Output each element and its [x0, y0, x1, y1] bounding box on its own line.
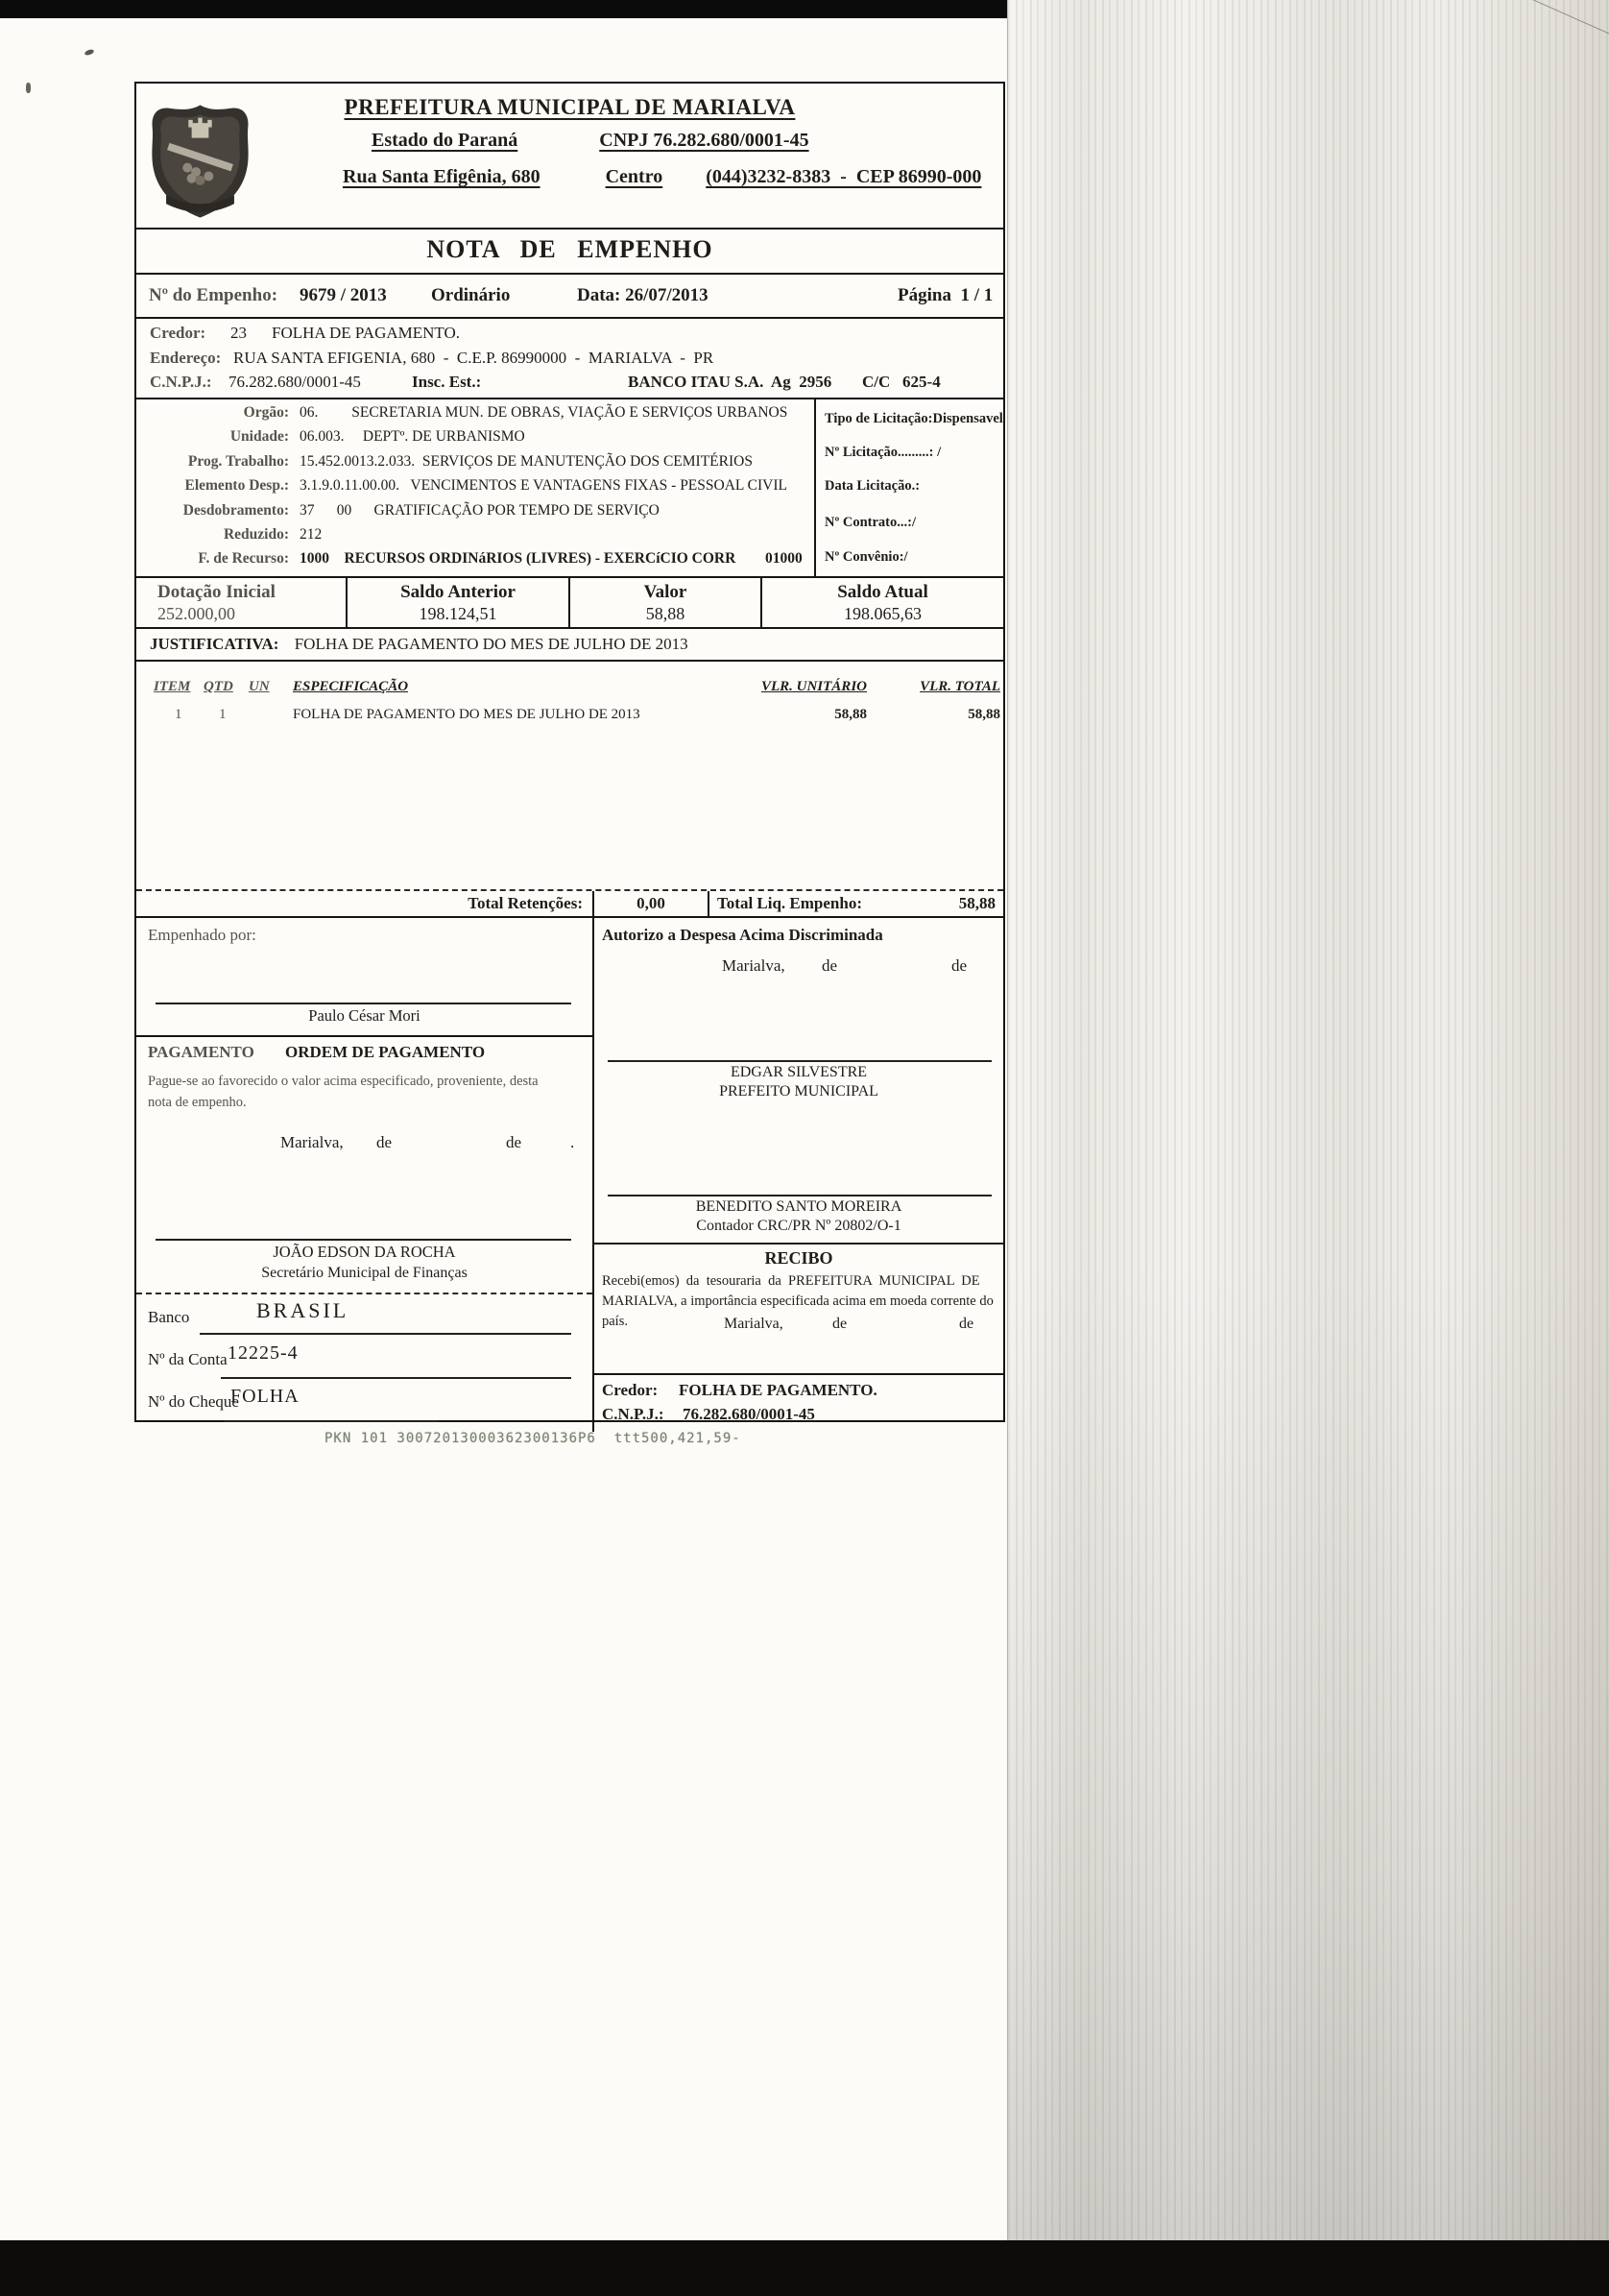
- total-liquido-value: 58,88: [958, 894, 996, 912]
- pagamento-title: PAGAMENTO: [148, 1043, 254, 1061]
- saldo-anterior-cell: [346, 578, 568, 627]
- signature-line: [156, 1003, 571, 1004]
- item-row-qtd: 1: [219, 707, 227, 722]
- unidade-value: 06.003. DEPTº. DE URBANISMO: [300, 428, 525, 446]
- creditor-address-label: Endereço:: [150, 349, 222, 367]
- items-header-especificacao: ESPECIFICAÇÃO: [293, 679, 409, 694]
- org-district: Centro: [605, 166, 663, 187]
- city-date-de: de: [832, 1316, 848, 1332]
- header-text-block: [136, 95, 1003, 188]
- printer-control-code: PKN 101 30072013000362300136P6 ttt500,421,59-: [324, 1431, 741, 1446]
- creditor-section: [136, 317, 1003, 398]
- justification-section: [136, 627, 1003, 660]
- city-date-period: .: [570, 1133, 575, 1151]
- org-address: Rua Santa Efigênia, 680: [343, 166, 540, 187]
- dotacao-inicial-label: Dotação Inicial: [157, 582, 276, 602]
- item-row-especificacao: FOLHA DE PAGAMENTO DO MES DE JULHO DE 2013: [293, 707, 640, 722]
- bank-details-box: [136, 1293, 592, 1432]
- recibo-cnpj-value: 76.282.680/0001-45: [683, 1405, 815, 1423]
- desdobramento-value: 37 00 GRATIFICAÇÃO POR TEMPO DE SERVIÇO: [300, 501, 660, 519]
- desdobramento-label: Desdobramento:: [182, 501, 289, 519]
- empenho-number-value: 9679 / 2013: [300, 285, 387, 305]
- prog-trabalho-value: 15.452.0013.2.033. SERVIÇOS DE MANUTENÇÃO DOS CEMITÉRIOS: [300, 452, 753, 470]
- ordem-pagamento-box: [136, 1035, 592, 1293]
- banco-underline: [200, 1333, 571, 1335]
- contador-signature-name: BENEDITO SANTO MOREIRA: [695, 1198, 902, 1215]
- ordem-pagamento-text-line: nota de empenho.: [148, 1094, 247, 1110]
- document-title: NOTA DE EMPENHO: [426, 235, 713, 263]
- fonte-recurso-label: F. de Recurso:: [198, 550, 289, 568]
- state-registration-label: Insc. Est.:: [412, 373, 482, 391]
- scan-artifact-right-edge: [1007, 0, 1609, 2296]
- cheque-underline: [225, 1420, 439, 1422]
- creditor-name: FOLHA DE PAGAMENTO.: [272, 324, 460, 342]
- signature-line: [608, 1195, 992, 1196]
- saldo-atual-value: 198.065,63: [844, 603, 922, 623]
- creditor-cnpj-label: C.N.P.J.:: [150, 373, 212, 391]
- orgao-value: 06. SECRETARIA MUN. DE OBRAS, VIAÇÃO E SERVIÇOS URBANOS: [300, 404, 788, 421]
- valor-value: 58,88: [645, 603, 685, 623]
- saldo-atual-label: Saldo Atual: [837, 582, 928, 602]
- empenho-info-row: [136, 273, 1003, 317]
- licitacao-tipo: Tipo de Licitação:Dispensavel: [825, 411, 1003, 426]
- justification-label: JUSTIFICATIVA:: [150, 635, 279, 653]
- recibo-text-line: Recebi(emos) da tesouraria da PREFEITURA MUNICIPAL DE: [602, 1273, 980, 1289]
- recibo-divider: [594, 1373, 1003, 1375]
- contrato-numero: Nº Contrato...:/: [825, 515, 916, 530]
- convenio-numero: Nº Convênio:/: [825, 549, 908, 565]
- elemento-desp-value: 3.1.9.0.11.00.00. VENCIMENTOS E VANTAGENS FIXAS - PESSOAL CIVIL: [300, 477, 787, 495]
- reduzido-label: Reduzido:: [223, 525, 289, 543]
- city-date-de: de: [951, 956, 968, 975]
- empenho-type: Ordinário: [431, 285, 511, 305]
- total-liquido-label: Total Liq. Empenho:: [717, 894, 862, 912]
- creditor-label: Credor:: [150, 324, 206, 342]
- items-header-un: UN: [249, 679, 270, 694]
- dotacao-inicial-value: 252.000,00: [157, 603, 235, 623]
- items-header-vlr-unitario: VLR. UNITÁRIO: [760, 679, 867, 694]
- empenho-date: Data: 26/07/2013: [577, 285, 708, 305]
- items-table: [136, 660, 1003, 889]
- prefeito-signature-name: EDGAR SILVESTRE: [730, 1064, 868, 1080]
- saldo-atual-cell: [760, 578, 1003, 627]
- total-liquido-cell: [709, 891, 1003, 916]
- scan-speck: [26, 83, 31, 93]
- signature-line: [156, 1239, 571, 1241]
- saldo-anterior-value: 198.124,51: [419, 603, 497, 623]
- city-date-city: Marialva,: [724, 1316, 783, 1332]
- header-row-state-cnpj: [136, 130, 1003, 152]
- autorizo-title: Autorizo a Despesa Acima Discriminada: [602, 926, 883, 944]
- org-phone-cep: (044)3232-8383 - CEP 86990-000: [706, 166, 982, 187]
- item-row-vlr-total: 58,88: [968, 707, 1000, 722]
- form-header: [136, 95, 1003, 228]
- totals-row: [136, 889, 1003, 916]
- licitacao-data: Data Licitação.:: [825, 478, 921, 494]
- items-header-vlr-total: VLR. TOTAL: [920, 679, 1000, 694]
- prog-trabalho-label: Prog. Trabalho:: [187, 452, 289, 470]
- cheque-label: Nº do Cheque: [148, 1392, 239, 1411]
- city-date-city: Marialva,: [280, 1133, 344, 1151]
- fonte-recurso-value: 1000 RECURSOS ORDINáRIOS (LIVRES) - EXERCíCIO CORR: [300, 550, 736, 568]
- conta-label: Nº da Conta: [148, 1350, 228, 1368]
- municipal-crest-logo: [146, 102, 254, 221]
- items-header-qtd: QTD: [204, 679, 233, 694]
- ordem-pagamento-text-line: Pague-se ao favorecido o valor acima especificado, proveniente, desta: [148, 1074, 539, 1089]
- municipality-name: PREFEITURA MUNICIPAL DE MARIALVA: [344, 95, 796, 119]
- city-date-de: de: [376, 1133, 393, 1151]
- conta-underline: [221, 1377, 571, 1379]
- scan-artifact-top-bar: [0, 0, 1010, 18]
- autorizo-box: [594, 918, 1003, 1243]
- reduzido-value: 212: [300, 525, 323, 543]
- dotacao-inicial-cell: [136, 578, 346, 627]
- org-cnpj: CNPJ 76.282.680/0001-45: [599, 130, 809, 151]
- recibo-cnpj-label: C.N.P.J.:: [602, 1405, 664, 1423]
- signatures-right-column: [594, 918, 1003, 1432]
- contador-role: Contador CRC/PR Nº 20802/O-1: [696, 1218, 901, 1234]
- valor-cell: [568, 578, 760, 627]
- conta-value: 12225-4: [228, 1342, 299, 1364]
- state-label: Estado do Paraná: [372, 130, 518, 151]
- creditor-bank: BANCO ITAU S.A. Ag 2956: [628, 373, 832, 391]
- city-date-de: de: [822, 956, 838, 975]
- signatures-section: [136, 916, 1003, 1432]
- city-date-de: de: [959, 1316, 974, 1332]
- licitacao-numero: Nº Licitação.........: /: [825, 445, 942, 460]
- recibo-text: [602, 1271, 994, 1332]
- ordem-pagamento-title: ORDEM DE PAGAMENTO: [285, 1043, 486, 1061]
- city-date-de: de: [506, 1133, 522, 1151]
- document-title-bar: [136, 228, 1003, 273]
- secretario-role: Secretário Municipal de Finanças: [261, 1265, 468, 1281]
- recibo-credor-value: FOLHA DE PAGAMENTO.: [679, 1381, 877, 1399]
- valor-label: Valor: [643, 582, 687, 602]
- creditor-bank-account: C/C 625-4: [862, 373, 941, 391]
- unidade-label: Unidade:: [229, 428, 289, 446]
- prefeito-role: PREFEITO MUNICIPAL: [719, 1083, 878, 1100]
- justification-text: FOLHA DE PAGAMENTO DO MES DE JULHO DE 2013: [294, 635, 688, 653]
- empenhado-por-box: [136, 918, 592, 1035]
- scan-artifact-bottom-bar: [0, 2240, 1609, 2296]
- budget-classification-section: [136, 398, 1003, 576]
- banco-label: Banco: [148, 1308, 190, 1326]
- fonte-recurso-codigo: 01000: [765, 550, 803, 568]
- creditor-cnpj: 76.282.680/0001-45: [228, 373, 361, 391]
- recibo-title: RECIBO: [764, 1248, 833, 1268]
- recibo-box: [594, 1243, 1003, 1432]
- signatures-left-column: [136, 918, 594, 1432]
- recibo-text-line: país.: [602, 1314, 628, 1330]
- empenho-number-label: Nº do Empenho:: [149, 285, 278, 305]
- ordem-pagamento-text: [148, 1072, 539, 1114]
- empenhado-por-label: Empenhado por:: [148, 926, 256, 944]
- header-row-address: [136, 166, 1003, 188]
- creditor-address: RUA SANTA EFIGENIA, 680 - C.E.P. 86990000 - MARIALVA - PR: [233, 349, 714, 367]
- page-indicator: Página 1 / 1: [898, 285, 994, 305]
- orgao-label: Orgão:: [243, 404, 289, 421]
- banco-value: BRASIL: [256, 1298, 349, 1322]
- scan-speck: [84, 48, 94, 56]
- recibo-credor-label: Credor:: [602, 1381, 659, 1399]
- elemento-desp-label: Elemento Desp.:: [184, 477, 289, 495]
- city-date-city: Marialva,: [722, 956, 785, 975]
- secretario-signature-name: JOÃO EDSON DA ROCHA: [273, 1243, 456, 1261]
- items-header-item: ITEM: [154, 679, 191, 694]
- empenhado-por-name: Paulo César Mori: [308, 1006, 420, 1025]
- item-row-vlr-unitario: 58,88: [834, 707, 867, 722]
- signature-line: [608, 1060, 992, 1062]
- total-retencoes-value: 0,00: [594, 891, 709, 916]
- total-retencoes-label: Total Retenções:: [136, 891, 594, 916]
- item-row-number: 1: [175, 707, 182, 722]
- cheque-value: FOLHA: [230, 1386, 300, 1407]
- nota-de-empenho-form: [134, 82, 1005, 1422]
- recibo-text-line: MARIALVA, a importância especificada acima em moeda corrente do: [602, 1293, 994, 1310]
- saldo-anterior-label: Saldo Anterior: [400, 582, 516, 602]
- creditor-code: 23: [230, 324, 247, 342]
- amounts-table: [136, 576, 1003, 627]
- bidding-info-box: [814, 399, 1003, 576]
